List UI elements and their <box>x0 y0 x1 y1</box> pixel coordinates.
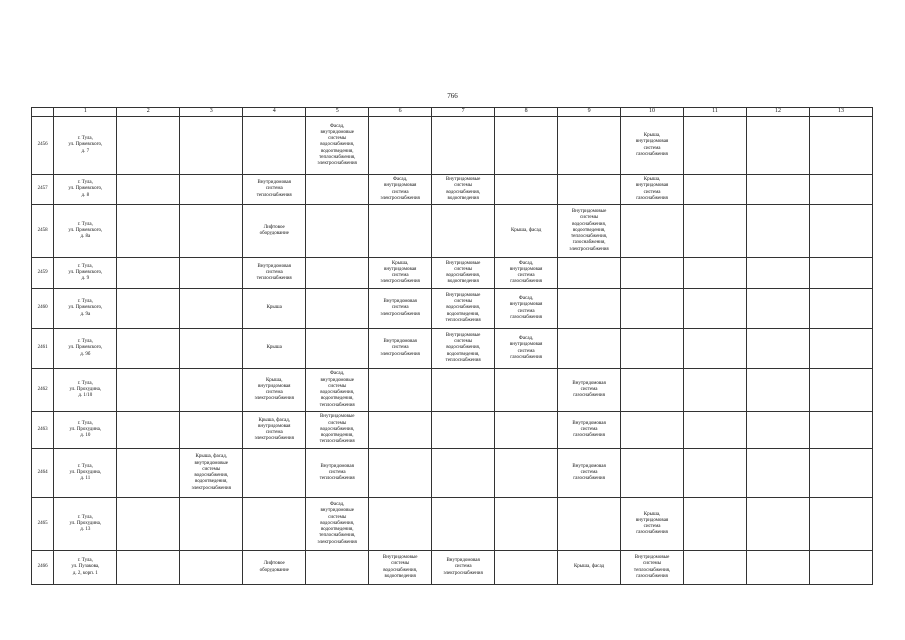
table-cell <box>684 205 747 258</box>
table-cell <box>747 289 810 329</box>
header-cell: 13 <box>809 108 872 117</box>
table-row <box>32 498 873 551</box>
table-cell: Крыша, фасад <box>495 205 558 258</box>
table-cell: Крыша <box>243 329 306 369</box>
table-cell: Крыша <box>243 289 306 329</box>
table-cell: Фасад, внутридомовые системы водоснабжения, водоотведения, теплоснабжения <box>306 369 369 412</box>
address-cell: г. Тула, ул. Пржевского, д. 9а <box>54 289 117 329</box>
table-cell <box>306 329 369 369</box>
table-cell: Внутридомовые системы водоснабжения, водоотведения <box>432 258 495 289</box>
table-cell <box>684 329 747 369</box>
address-cell: г. Тула, ул. Прохудина, д. 10 <box>54 412 117 449</box>
table-cell <box>369 449 432 498</box>
table-row <box>32 551 873 585</box>
table-cell <box>809 117 872 175</box>
table-cell: Фасад, внутридомовые системы водоснабжения, водоотведения, теплоснабжения, электроснабжения <box>306 117 369 175</box>
table-cell <box>809 551 872 585</box>
header-cell: 11 <box>684 108 747 117</box>
table-cell <box>809 498 872 551</box>
table-cell <box>558 289 621 329</box>
row-number-cell: 2458 <box>32 205 54 258</box>
header-cell: 8 <box>495 108 558 117</box>
table-cell <box>180 412 243 449</box>
table-cell <box>180 369 243 412</box>
table-cell: Фасад, внутридомовая система электроснабжения <box>369 175 432 205</box>
header-cell: 3 <box>180 108 243 117</box>
table-cell <box>558 258 621 289</box>
table-cell <box>684 412 747 449</box>
address-cell: г. Тула, ул. Пржевского, д. 9б <box>54 329 117 369</box>
table-row <box>32 175 873 205</box>
table-cell <box>117 289 180 329</box>
table-cell <box>809 258 872 289</box>
table-cell <box>495 369 558 412</box>
header-cell: 4 <box>243 108 306 117</box>
table-cell <box>621 369 684 412</box>
table-cell <box>432 205 495 258</box>
table-cell <box>747 175 810 205</box>
table-cell <box>558 175 621 205</box>
table-cell <box>495 412 558 449</box>
row-number-cell: 2457 <box>32 175 54 205</box>
address-cell: г. Тула, ул. Пржевского, д. 8 <box>54 175 117 205</box>
table-cell: Крыша, внутридомовая система электроснабжения <box>369 258 432 289</box>
table-cell <box>809 412 872 449</box>
header-cell: 7 <box>432 108 495 117</box>
row-number-cell: 2461 <box>32 329 54 369</box>
address-cell: г. Тула, ул. Прохудина, д. 1/10 <box>54 369 117 412</box>
row-number-cell: 2456 <box>32 117 54 175</box>
header-cell: 5 <box>306 108 369 117</box>
table-cell <box>180 175 243 205</box>
table-cell <box>369 412 432 449</box>
table-cell <box>747 329 810 369</box>
table-cell <box>117 369 180 412</box>
header-cell: 1 <box>54 108 117 117</box>
table-row <box>32 117 873 175</box>
table-cell <box>495 498 558 551</box>
table-cell <box>117 498 180 551</box>
table-cell <box>747 117 810 175</box>
table-cell <box>243 498 306 551</box>
row-number-cell: 2463 <box>32 412 54 449</box>
table-cell <box>495 175 558 205</box>
table-row <box>32 258 873 289</box>
table-cell <box>117 551 180 585</box>
row-number-cell: 2462 <box>32 369 54 412</box>
table-cell <box>306 258 369 289</box>
address-cell: г. Тула, ул. Пузакова, д. 2, корп. 1 <box>54 551 117 585</box>
table-cell: Фасад, внутридомовая система газоснабжения <box>495 289 558 329</box>
table-cell <box>684 449 747 498</box>
table-cell <box>684 289 747 329</box>
table-cell <box>369 205 432 258</box>
table-row <box>32 289 873 329</box>
table-cell <box>306 175 369 205</box>
table-cell: Внутридомовые системы водоснабжения, водоотведения, теплоснабжения <box>432 329 495 369</box>
table-cell <box>809 175 872 205</box>
table-cell: Фасад, внутридомовая система газоснабжения <box>495 329 558 369</box>
table-cell: Внутридомовые системы водоснабжения, водоотведения, теплоснабжения <box>306 412 369 449</box>
table-cell: Внутридомовая система газоснабжения <box>558 412 621 449</box>
table-cell: Крыша, внутридомовая система газоснабжения <box>621 498 684 551</box>
header-cell: 6 <box>369 108 432 117</box>
table-cell <box>495 449 558 498</box>
address-cell: г. Тула, ул. Пржевского, д. 9 <box>54 258 117 289</box>
table-cell <box>684 175 747 205</box>
table-cell <box>621 449 684 498</box>
header-cell: 10 <box>621 108 684 117</box>
row-number-cell: 2460 <box>32 289 54 329</box>
table-cell <box>747 258 810 289</box>
table-cell <box>809 449 872 498</box>
row-number-cell: 2465 <box>32 498 54 551</box>
table-cell <box>180 329 243 369</box>
table-cell <box>180 117 243 175</box>
table-cell <box>117 175 180 205</box>
table-cell: Внутридомовая система газоснабжения <box>558 449 621 498</box>
table-cell <box>621 289 684 329</box>
table-cell: Крыша, внутридомовая система электроснабжения <box>243 369 306 412</box>
table-cell <box>495 551 558 585</box>
table-row <box>32 369 873 412</box>
table-cell <box>684 117 747 175</box>
table-cell <box>684 551 747 585</box>
table-cell <box>747 412 810 449</box>
header-cell: 12 <box>747 108 810 117</box>
table-cell <box>180 498 243 551</box>
table-cell <box>243 117 306 175</box>
header-cell: 9 <box>558 108 621 117</box>
row-number-cell: 2459 <box>32 258 54 289</box>
table-cell <box>180 205 243 258</box>
header-cell: 2 <box>117 108 180 117</box>
table-cell <box>558 329 621 369</box>
table-cell <box>432 412 495 449</box>
table-cell <box>243 449 306 498</box>
table-row <box>32 449 873 498</box>
table-cell: Лифтовое оборудование <box>243 205 306 258</box>
address-cell: г. Тула, ул. Пржевского, д. 7 <box>54 117 117 175</box>
table-cell <box>306 289 369 329</box>
address-cell: г. Тула, ул. Прохудина, д. 13 <box>54 498 117 551</box>
table-cell <box>432 449 495 498</box>
table-cell: Внутридомовые системы водоснабжения, водоотведения <box>432 175 495 205</box>
table-cell: Внутридомовые системы водоснабжения, водоотведения, теплоснабжения <box>432 289 495 329</box>
table-cell: Крыша, фасад <box>558 551 621 585</box>
table-cell <box>369 369 432 412</box>
row-number-cell: 2464 <box>32 449 54 498</box>
table-cell: Внутридомовые системы теплоснабжения, газоснабжения <box>621 551 684 585</box>
table-cell <box>809 289 872 329</box>
table-cell: Внутридомовая система электроснабжения <box>369 289 432 329</box>
table-row <box>32 412 873 449</box>
table-cell <box>306 205 369 258</box>
table-row <box>32 205 873 258</box>
table-cell <box>180 289 243 329</box>
table-cell <box>180 258 243 289</box>
capital-repair-table <box>31 107 873 585</box>
table-cell: Крыша, внутридомовая система газоснабжения <box>621 117 684 175</box>
table-cell <box>621 205 684 258</box>
table-cell: Лифтовое оборудование <box>243 551 306 585</box>
table-cell <box>809 329 872 369</box>
table-cell <box>432 498 495 551</box>
table-cell: Фасад, внутридомовые системы водоснабжения, водоотведения, теплоснабжения, электроснабжения <box>306 498 369 551</box>
table-cell <box>495 117 558 175</box>
table-cell <box>747 369 810 412</box>
table-cell <box>747 498 810 551</box>
table-cell <box>306 551 369 585</box>
table-cell: Внутридомовая система электроснабжения <box>369 329 432 369</box>
table-cell <box>747 205 810 258</box>
address-cell: г. Тула, ул. Пржевского, д. 8а <box>54 205 117 258</box>
table-cell <box>180 551 243 585</box>
address-cell: г. Тула, ул. Прохудина, д. 11 <box>54 449 117 498</box>
table-cell <box>432 117 495 175</box>
table-cell: Крыша, фасад, внутридомовая система электроснабжения <box>243 412 306 449</box>
table-cell: Внутридомовая система теплоснабжения <box>306 449 369 498</box>
table-cell <box>809 205 872 258</box>
table-cell <box>621 258 684 289</box>
table-cell <box>117 412 180 449</box>
table-row <box>32 329 873 369</box>
table-cell: Фасад, внутридомовая система газоснабжения <box>495 258 558 289</box>
row-number-cell: 2466 <box>32 551 54 585</box>
table-cell <box>117 117 180 175</box>
table-cell <box>809 369 872 412</box>
table-cell: Крыша, внутридомовая система газоснабжения <box>621 175 684 205</box>
table-cell: Внутридомовая система теплоснабжения <box>243 175 306 205</box>
table-cell <box>684 258 747 289</box>
table-cell <box>432 369 495 412</box>
table-cell <box>621 412 684 449</box>
table-cell: Внутридомовые системы водоснабжения, водоотведения <box>369 551 432 585</box>
page-number: 766 <box>447 92 458 100</box>
table-cell: Внутридомовые системы водоснабжения, водоотведения, теплоснабжения, газоснабжения, электроснабжения <box>558 205 621 258</box>
table-cell <box>117 205 180 258</box>
table-cell: Внутридомовая система электроснабжения <box>432 551 495 585</box>
table-cell <box>369 117 432 175</box>
table-cell <box>747 449 810 498</box>
table-cell <box>621 329 684 369</box>
table-cell <box>558 498 621 551</box>
table-cell <box>117 449 180 498</box>
table-cell <box>684 498 747 551</box>
header-cell-rownum <box>32 108 54 117</box>
table-cell <box>747 551 810 585</box>
table-cell <box>369 498 432 551</box>
table-cell <box>558 117 621 175</box>
table-cell: Внутридомовая система газоснабжения <box>558 369 621 412</box>
table-cell <box>117 329 180 369</box>
table-cell: Крыша, фасад, внутридомовые системы водоснабжения, водоотведения, электроснабжения <box>180 449 243 498</box>
table-cell <box>117 258 180 289</box>
column-header-row <box>32 108 873 117</box>
table-cell: Внутридомовая система теплоснабжения <box>243 258 306 289</box>
table-cell <box>684 369 747 412</box>
